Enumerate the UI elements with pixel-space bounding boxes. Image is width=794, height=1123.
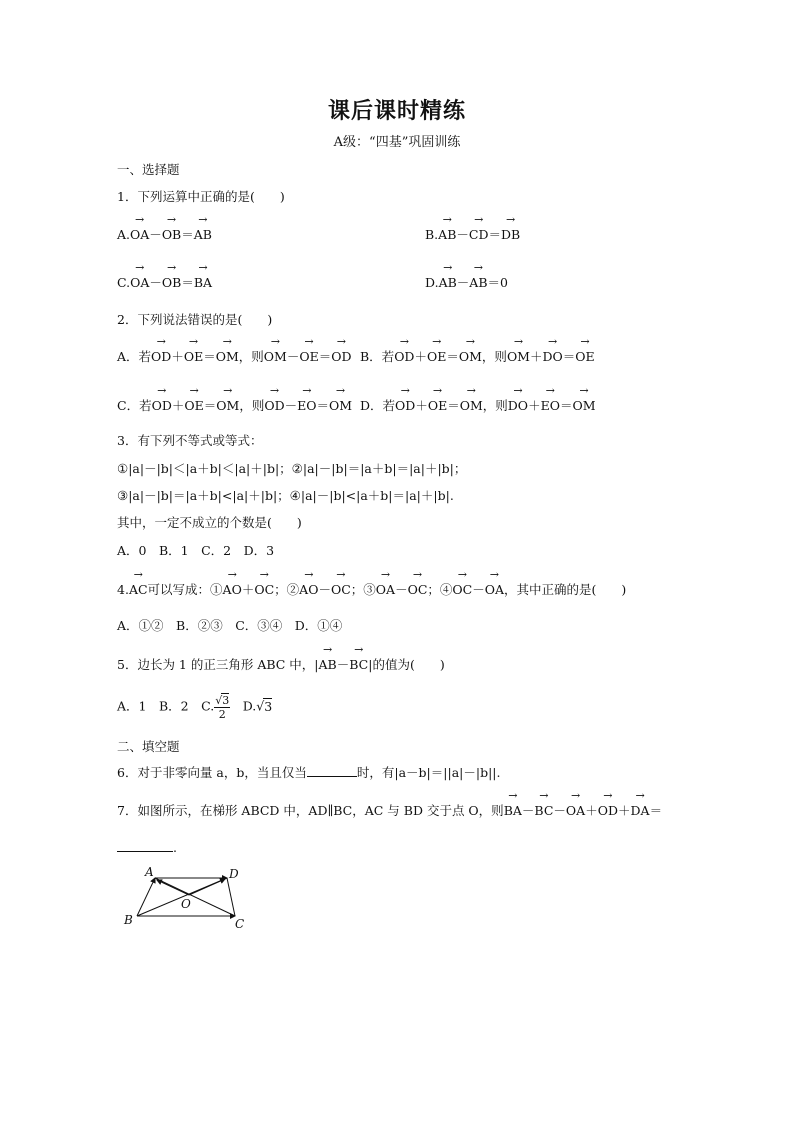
q2-option-d: D．若→ OD＋→ OE＝→ OM，则→ DO＋→ EO＝→ OM (360, 396, 596, 414)
section-choice: 一、选择题 (117, 162, 180, 177)
q4-tail: ，其中正确的是( ) (504, 582, 627, 597)
vector-OD: → OD (598, 803, 618, 818)
q4-sep4: ；④ (427, 582, 453, 597)
q1-b-prefix: B. (425, 227, 439, 242)
q7-end: . (173, 840, 177, 855)
vector-OD: → OD (395, 398, 415, 413)
vector-BA: → BA (194, 275, 212, 290)
q5-stem-post: |的值为( ) (368, 657, 445, 672)
vector-AB: → AB (319, 657, 337, 672)
vector-OD: → OD (331, 349, 351, 364)
q6-stem (117, 763, 500, 781)
segment-OD (189, 879, 225, 895)
vector-OM: → OM (572, 398, 595, 413)
q5-options: A．1 B．2 C. $\frac{√3}{2}$ D.√3 (117, 694, 273, 721)
q7-pre: 7．如图所示，在梯形 ABCD 中，AD∥BC，AC 与 BD 交于点 O，则 (117, 803, 504, 818)
vector-OB: → OB (162, 227, 181, 242)
q1-stem: 1．下列运算中正确的是( ) (117, 189, 285, 204)
vector-OC: → OC (254, 582, 274, 597)
q1-d-prefix: D. (425, 275, 439, 290)
q7-eq: ＝ (649, 803, 663, 818)
q2-option-c: C．若→ OD＋→ OE＝→ OM，则→ OD－→ EO＝→ OM (117, 396, 352, 414)
q2-option-b: B．若→ OD＋→ OE＝→ OM，则→ OM＋→ DO＝→ OE (360, 347, 595, 365)
label-D: D (229, 867, 239, 881)
label-A: A (145, 865, 154, 879)
q1-option-d: D.→ AB－→ AB＝0 (425, 273, 508, 291)
q1-option-c: C.→ OA－→ OB＝→ BA (117, 273, 212, 291)
q4-sep3: ；③ (350, 582, 376, 597)
vector-AB: → AB (438, 227, 456, 242)
vector-AO: → AO (223, 582, 242, 597)
vector-BC: → BC (349, 657, 368, 672)
vector-DO: → DO (508, 398, 528, 413)
vector-OA: → OA (485, 582, 504, 597)
q7-answer-line (117, 839, 177, 855)
q1-a-prefix: A. (117, 227, 131, 242)
label-C: C (235, 917, 245, 931)
q4-prefix: 4. (117, 582, 129, 597)
q2-then: ，则 (482, 398, 508, 413)
q2-d-prefix: D．若 (360, 398, 396, 413)
vector-OA: → OA (130, 275, 149, 290)
vector-OC: → OC (452, 582, 472, 597)
vector-OC: → OC (408, 582, 428, 597)
trapezoid-figure (117, 862, 257, 934)
q2-option-a: A．若→ OD＋→ OE＝→ OM，则→ OM－→ OE＝→ OD (117, 347, 352, 365)
vector-OE: → OE (428, 398, 447, 413)
q3-stem: 3．有下列不等式或等式： (117, 433, 263, 448)
q4-text: 可以写成：① (147, 582, 223, 597)
vector-AB: → AB (439, 275, 457, 290)
q5-stem-pre: 5．边长为 1 的正三角形 ABC 中，| (117, 657, 319, 672)
q5-options-ab: A．1 B．2 C. (117, 698, 215, 714)
label-O: O (181, 897, 191, 911)
label-B: B (124, 913, 133, 927)
page-title: 课后课时精练 (327, 99, 466, 124)
q2-then: ，则 (239, 398, 265, 413)
vector-EO: → EO (297, 398, 316, 413)
vector-OE: → OE (184, 398, 203, 413)
q5-sqrt-num: 3 (222, 694, 230, 707)
q5-denominator: 2 (218, 708, 226, 721)
q1-c-prefix: C. (117, 275, 131, 290)
vector-OE: → OE (427, 349, 446, 364)
q5-option-d: D. (230, 698, 257, 714)
vector-OE: → OE (299, 349, 318, 364)
vector-OC: → OC (331, 582, 351, 597)
vector-OM: → OM (216, 349, 239, 364)
vector-OM: → OM (460, 398, 483, 413)
segment-DC (227, 878, 235, 916)
vector-OM: → OM (216, 398, 239, 413)
q5-sqrt-d: 3 (264, 698, 273, 714)
vector-DB: → DB (501, 227, 520, 242)
vector-OD: → OD (151, 349, 171, 364)
vector-OD: → OD (394, 349, 414, 364)
vector-AO: → AO (299, 582, 318, 597)
vector-OA: → OA (566, 803, 585, 818)
page-subtitle: A级：“四基”巩固训练 (333, 135, 461, 150)
segment-OA (157, 880, 189, 895)
vector-AB: → AB (194, 227, 212, 242)
section-fill: 二、填空题 (117, 739, 180, 754)
vector-OD: → OD (152, 398, 172, 413)
vector-OD: → OD (264, 398, 284, 413)
segment-BA (137, 878, 155, 916)
vector-OM: → OM (507, 349, 530, 364)
q4-stem: 4.→ AC可以写成：①→ AO＋→ OC；②→ AO－→ OC；③→ OA－→ OC；④→ OC－→ OA，其中正确的是( ) (117, 580, 626, 598)
q6-pre: 6．对于非零向量 a，b，当且仅当 (117, 765, 307, 780)
q2-a-prefix: A．若 (117, 349, 152, 364)
q2-c-prefix: C．若 (117, 398, 152, 413)
q3-line1: ①|a|－|b|＜|a＋b|＜|a|＋|b|；②|a|－|b|＝|a＋b|＝|a|＋|b|； (117, 461, 467, 476)
vector-DA: → DA (631, 803, 650, 818)
vector-OE: → OE (184, 349, 203, 364)
vector-OA: → OA (130, 227, 149, 242)
q7-answer-blank[interactable] (117, 839, 173, 852)
vector-OA: → OA (376, 582, 395, 597)
vector-OM: → OM (329, 398, 352, 413)
vector-BC: → BC (534, 803, 553, 818)
q2-b-prefix: B．若 (360, 349, 395, 364)
q6-post: 时，有|a－b|＝||a|－|b||. (356, 765, 501, 780)
vector-BA: → BA (504, 803, 522, 818)
q2-stem: 2．下列说法错误的是( ) (117, 312, 273, 327)
vector-OE: → OE (575, 349, 594, 364)
vector-OB: → OB (162, 275, 181, 290)
q3-line3: 其中，一定不成立的个数是( ) (117, 515, 302, 530)
q4-options: A．①② B．②③ C．③④ D．①④ (117, 618, 343, 633)
q3-options: A．0 B．1 C．2 D．3 (117, 543, 275, 558)
q3-line2: ③|a|－|b|＝|a＋b|<|a|＋|b|；④|a|－|b|<|a＋b|＝|a|＋|b|. (117, 488, 454, 503)
vector-DO: → DO (543, 349, 563, 364)
q6-answer-blank[interactable] (307, 764, 357, 777)
vector-OM: → OM (264, 349, 287, 364)
diagonal-AC (155, 878, 235, 916)
q1-option-a: A.→ OA－→ OB＝→ AB (117, 225, 212, 243)
q2-then: ，则 (481, 349, 507, 364)
q5-stem: 5．边长为 1 的正三角形 ABC 中，|→ AB－→ BC|的值为( ) (117, 655, 445, 673)
q7-stem: 7．如图所示，在梯形 ABCD 中，AD∥BC，AC 与 BD 交于点 O，则→ BA－→ BC－→ OA＋→ OD＋→ DA＝ (117, 801, 662, 819)
vector-CD: → CD (469, 227, 489, 242)
q4-sep2: ；② (274, 582, 300, 597)
vector-OM: → OM (459, 349, 482, 364)
q1-option-b: B.→ AB－→ CD＝→ DB (425, 225, 520, 243)
q2-then: ，则 (238, 349, 264, 364)
vector-AB: → AB (469, 275, 487, 290)
vector-EO: → EO (541, 398, 560, 413)
vector-AC: → AC (129, 582, 148, 597)
fraction-sqrt3-over-2: $\frac{√3}{2}$ (215, 694, 230, 721)
